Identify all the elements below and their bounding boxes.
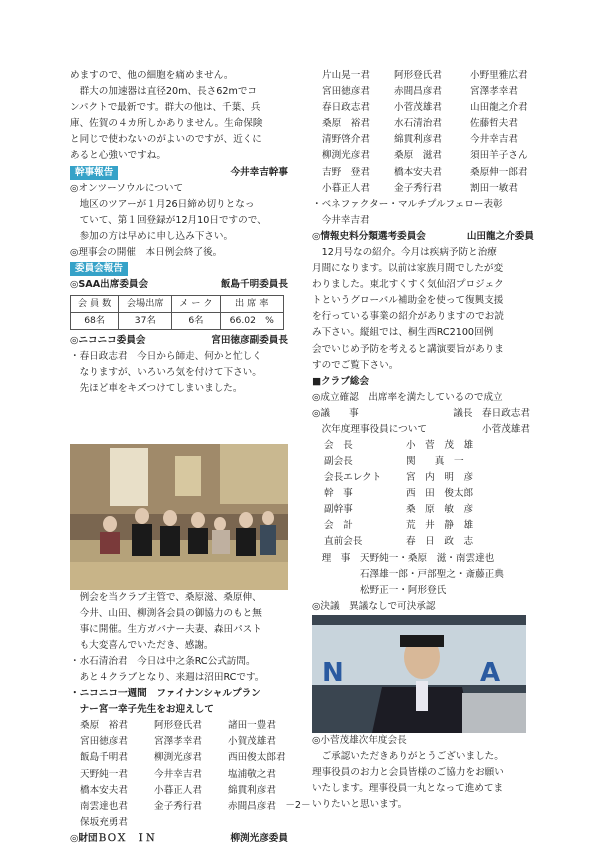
caption-line: 例会を当クラブ主管で、桑原滋、桑原伸、 bbox=[70, 591, 262, 603]
member-name: 宮澤孝幸君 bbox=[154, 736, 202, 748]
intro-line: めますので、他の細胞を痛めません。 bbox=[70, 70, 234, 81]
member-name: 小賀茂雄君 bbox=[228, 736, 276, 748]
member-name: 橋本安夫君 bbox=[394, 166, 442, 178]
officer-role: 副幹事 bbox=[324, 504, 353, 516]
officer-role: 会長エレクト bbox=[324, 472, 382, 484]
caption-line: 事に開催。生方ガバナー夫妻、森田パスト bbox=[70, 623, 262, 635]
member-name bbox=[154, 815, 228, 831]
intro-line: と同じで使わないのがよいのですが、近くに bbox=[70, 134, 262, 146]
joho-title: ◎情報史料分類選考委員会 bbox=[312, 230, 426, 242]
joho-line: を行っている事業の紹介がありますのでお読 bbox=[312, 311, 504, 323]
page-number: －2－ bbox=[285, 800, 311, 811]
next-year-label: 次年度理事役員について bbox=[312, 423, 427, 435]
box-header bbox=[70, 831, 288, 847]
member-name: 柳渕光彦君 bbox=[154, 752, 202, 764]
table-cell: 37名 bbox=[119, 313, 172, 330]
officer-row bbox=[324, 534, 534, 550]
benefactor-line: ・ベネファクター・マルチプルフェロー表彰 bbox=[312, 198, 503, 210]
niko-title: ◎ニコニコ委員会 bbox=[70, 335, 146, 347]
next-year-line bbox=[312, 422, 534, 438]
member-name: 小暮正人君 bbox=[322, 182, 370, 194]
officer-role: 直前会長 bbox=[324, 536, 363, 548]
kanji-name: 今井幸吉幹事 bbox=[230, 166, 288, 178]
member-name: 山田龍之介君 bbox=[470, 102, 528, 114]
right-column bbox=[312, 68, 534, 813]
table-cell: 6名 bbox=[172, 313, 220, 330]
week-title-1: ・ニコニコ一週間 ファイナンシャルプラン bbox=[70, 688, 261, 700]
committee-report-header bbox=[70, 261, 288, 277]
caption-line: ・水石清治君 今日は中之条RC公式訪問。 bbox=[70, 655, 256, 667]
intro-paragraph bbox=[70, 68, 288, 165]
joho-line: わりました。東北すくすく気仙沼プロジェク bbox=[312, 279, 504, 291]
kanji-line: ◎オンツーソウルについて bbox=[70, 182, 184, 194]
member-name: 須田羊子さん bbox=[470, 150, 528, 162]
photo-caption-text bbox=[70, 590, 288, 687]
member-name: 飯島千明君 bbox=[80, 752, 128, 764]
week-title-2: ナー宮一幸子先生をお迎えして bbox=[70, 704, 214, 716]
niko-header bbox=[70, 333, 288, 349]
committee-report-tag: 委員会報告 bbox=[70, 262, 128, 276]
member-name: 諸田一豊君 bbox=[228, 720, 276, 732]
saa-header bbox=[70, 277, 288, 293]
member-name: 小菅茂雄君 bbox=[394, 102, 442, 114]
table-cell: 68名 bbox=[71, 313, 119, 330]
member-name: 宮澤孝幸君 bbox=[470, 86, 518, 98]
week-name-list bbox=[70, 718, 288, 831]
kanji-report-tag: 幹事報告 bbox=[70, 166, 118, 180]
officer-name: 関 真 一 bbox=[406, 455, 464, 467]
member-name: 塩浦敬之君 bbox=[228, 768, 276, 780]
benefactor-name: 今井幸吉君 bbox=[312, 214, 370, 226]
right-name-list bbox=[312, 68, 534, 197]
joho-line: すのでご覧下さい。 bbox=[312, 359, 399, 371]
saa-title: ◎SAA出席委員会 bbox=[70, 278, 149, 290]
svg-text:N: N bbox=[322, 657, 344, 688]
resolution-line: ◎決議 異議なしで可決承認 bbox=[312, 600, 436, 612]
member-name: 南雲達也君 bbox=[80, 800, 128, 812]
director-line: 石澤雄一郎・戸部聖之・斎藤正典 bbox=[312, 568, 504, 580]
closing-line: ご承認いただきありがとうございました。 bbox=[312, 751, 504, 762]
member-name: 佐藤哲夫君 bbox=[470, 118, 518, 130]
member-name: 清野啓介君 bbox=[322, 134, 370, 146]
member-name: 西田俊太郎君 bbox=[228, 752, 286, 764]
caption-line: 今井、山田、柳渕各会員の御協力のもと無 bbox=[70, 607, 262, 619]
member-name bbox=[228, 815, 298, 831]
officer-name: 小 菅 茂 雄 bbox=[406, 439, 474, 451]
officer-name: 西 田 俊太郎 bbox=[406, 488, 474, 500]
table-cell: 66.02 % bbox=[220, 313, 284, 330]
joho-header bbox=[312, 229, 534, 245]
table-header: 出 席 率 bbox=[220, 296, 284, 313]
president-caption: ◎小菅茂雄次年度会長 bbox=[312, 734, 407, 746]
caption-line: あと４クラブとなり、来週は沼田RCです。 bbox=[70, 671, 265, 683]
group-photo bbox=[70, 444, 288, 590]
member-name: 阿形登氏君 bbox=[394, 70, 442, 81]
table-header: 会場出席 bbox=[119, 296, 172, 313]
officer-row bbox=[324, 454, 534, 470]
member-name: 宮田徳彦君 bbox=[322, 86, 370, 98]
member-name: 綿貫利彦君 bbox=[228, 784, 276, 796]
officer-row bbox=[324, 518, 534, 534]
member-name: 柳渕光彦君 bbox=[322, 150, 370, 162]
kanji-report-body bbox=[70, 181, 288, 261]
joho-name: 山田龍之介委員 bbox=[466, 230, 534, 242]
director-line: 松野正一・阿形登氏 bbox=[312, 584, 447, 596]
kanji-report-header bbox=[70, 165, 288, 181]
group-photo-image bbox=[70, 444, 288, 590]
member-name: 赤間昌彦君 bbox=[394, 86, 442, 98]
niko-line: 先ほど車をキズつけてしまいました。 bbox=[70, 383, 243, 395]
member-name: 今井幸吉君 bbox=[470, 134, 518, 146]
officer-row bbox=[324, 470, 534, 486]
intro-line: 群大の加速器は直径20m、長さ62mでコ bbox=[70, 86, 258, 98]
svg-text:A: A bbox=[480, 657, 501, 688]
agenda-chair: 議長 春日政志君 bbox=[453, 407, 530, 419]
president-photo-image bbox=[312, 615, 526, 733]
member-name: 宮田徳彦君 bbox=[80, 736, 128, 748]
member-name: 橋本安夫君 bbox=[80, 784, 128, 796]
member-name: 桑原 滋君 bbox=[394, 150, 442, 162]
table-header: メ ー ク bbox=[172, 296, 220, 313]
attendance-table bbox=[70, 295, 284, 330]
intro-line: ンパクトで最新です。群大の他は、千葉、兵 bbox=[70, 102, 261, 114]
officer-row bbox=[324, 502, 534, 518]
box-name: 柳渕光彦委員 bbox=[230, 832, 288, 844]
caption-line: も大変喜んでいただき、感謝。 bbox=[70, 639, 214, 651]
member-name: 桑原伸一郎君 bbox=[470, 166, 528, 178]
joho-line: 月間になります。以前は家族月間でしたが変 bbox=[312, 263, 504, 275]
intro-line: 庫、佐賀の４カ所しかありません。生命保険 bbox=[70, 118, 263, 130]
club-meeting-title: ■クラブ総会 bbox=[312, 375, 370, 387]
table-header: 会 員 数 bbox=[71, 296, 119, 313]
officer-name: 春 日 政 志 bbox=[406, 536, 474, 548]
officer-name: 桑 原 敏 彦 bbox=[406, 504, 474, 516]
member-name: 赤間昌彦君 bbox=[228, 800, 276, 812]
member-name: 阿形登氏君 bbox=[154, 720, 202, 732]
joho-body bbox=[312, 245, 534, 374]
intro-line: あると心強いですね。 bbox=[70, 150, 166, 162]
member-name: 今井幸吉君 bbox=[154, 768, 202, 780]
joho-line: み下さい。縦組では、桐生西RC2100回例 bbox=[312, 327, 494, 339]
officer-role: 会 計 bbox=[324, 520, 353, 532]
officer-name: 荒 井 静 雄 bbox=[406, 520, 474, 532]
officer-row bbox=[324, 438, 534, 454]
niko-body bbox=[70, 349, 288, 397]
niko-line: なりますが、いろいろ気を付けて下さい。 bbox=[70, 367, 262, 379]
member-name: 吉野 登君 bbox=[322, 166, 370, 178]
member-name: 天野純一君 bbox=[80, 768, 128, 780]
joho-line: トというグローバル補助金を使って復興支援 bbox=[312, 295, 504, 307]
member-name: 小野里雅広君 bbox=[470, 70, 528, 81]
box-title: ◎財団ＢＯＸ ＩＮ bbox=[70, 832, 156, 844]
quorum-line: ◎成立確認 出席率を満たしているので成立 bbox=[312, 391, 503, 403]
officer-role: 幹 事 bbox=[324, 488, 353, 500]
niko-line: ・春日政志君 今日から師走、何かと忙しく bbox=[70, 351, 262, 363]
director-line: 理 事 天野純一・桑原 滋・南雲達也 bbox=[312, 552, 495, 564]
member-name: 割田一敏君 bbox=[470, 182, 518, 194]
officer-roles bbox=[312, 438, 534, 551]
kanji-line: 地区のツアーが１月26日締め切りとなっ bbox=[70, 198, 255, 210]
next-year-name: 小菅茂雄君 bbox=[482, 423, 530, 435]
kanji-line: ◎理事会の開催 本日例会終了後。 bbox=[70, 246, 223, 258]
agenda-line bbox=[312, 406, 534, 422]
member-name: 金子秀行君 bbox=[154, 800, 202, 812]
closing-line: いたします。理事役員一丸となって進めてま bbox=[312, 783, 504, 795]
member-name: 綿貫利彦君 bbox=[394, 134, 442, 146]
member-name: 金子秀行君 bbox=[394, 182, 442, 194]
left-column bbox=[70, 68, 288, 847]
closing-line: いりたいと思います。 bbox=[312, 799, 408, 811]
niko-chair: 宮田徳彦副委員長 bbox=[211, 335, 288, 347]
member-name: 桑原 裕君 bbox=[80, 720, 128, 732]
kanji-line: 参加の方は早めに申し込み下さい。 bbox=[70, 230, 234, 242]
directors-list bbox=[312, 551, 534, 599]
officer-role: 副会長 bbox=[324, 455, 353, 467]
kanji-line: ていて、第１回登録が12月10日ですので、 bbox=[70, 214, 267, 226]
member-name: 春日政志君 bbox=[322, 102, 370, 114]
closing-line: 理事役員のお力と会員皆様のご協力をお願い bbox=[312, 767, 504, 779]
president-photo bbox=[312, 615, 526, 733]
agenda-label: ◎議 事 bbox=[312, 407, 359, 419]
member-name: 水石清治君 bbox=[394, 118, 442, 130]
officer-row bbox=[324, 486, 534, 502]
member-name: 小暮正人君 bbox=[154, 784, 202, 796]
member-name: 保坂充勇君 bbox=[80, 816, 128, 828]
member-name: 片山晃一君 bbox=[322, 70, 370, 81]
member-name: 桑原 裕君 bbox=[322, 118, 370, 130]
officer-role: 会 長 bbox=[324, 439, 353, 451]
joho-line: 12月号なの紹介。今月は疾病予防と治療 bbox=[312, 246, 497, 258]
saa-chair: 飯島千明委員長 bbox=[220, 278, 288, 290]
officer-name: 宮 内 明 彦 bbox=[406, 472, 474, 484]
joho-line: 会でいじめ予防を考えると講演要旨がありま bbox=[312, 343, 504, 355]
